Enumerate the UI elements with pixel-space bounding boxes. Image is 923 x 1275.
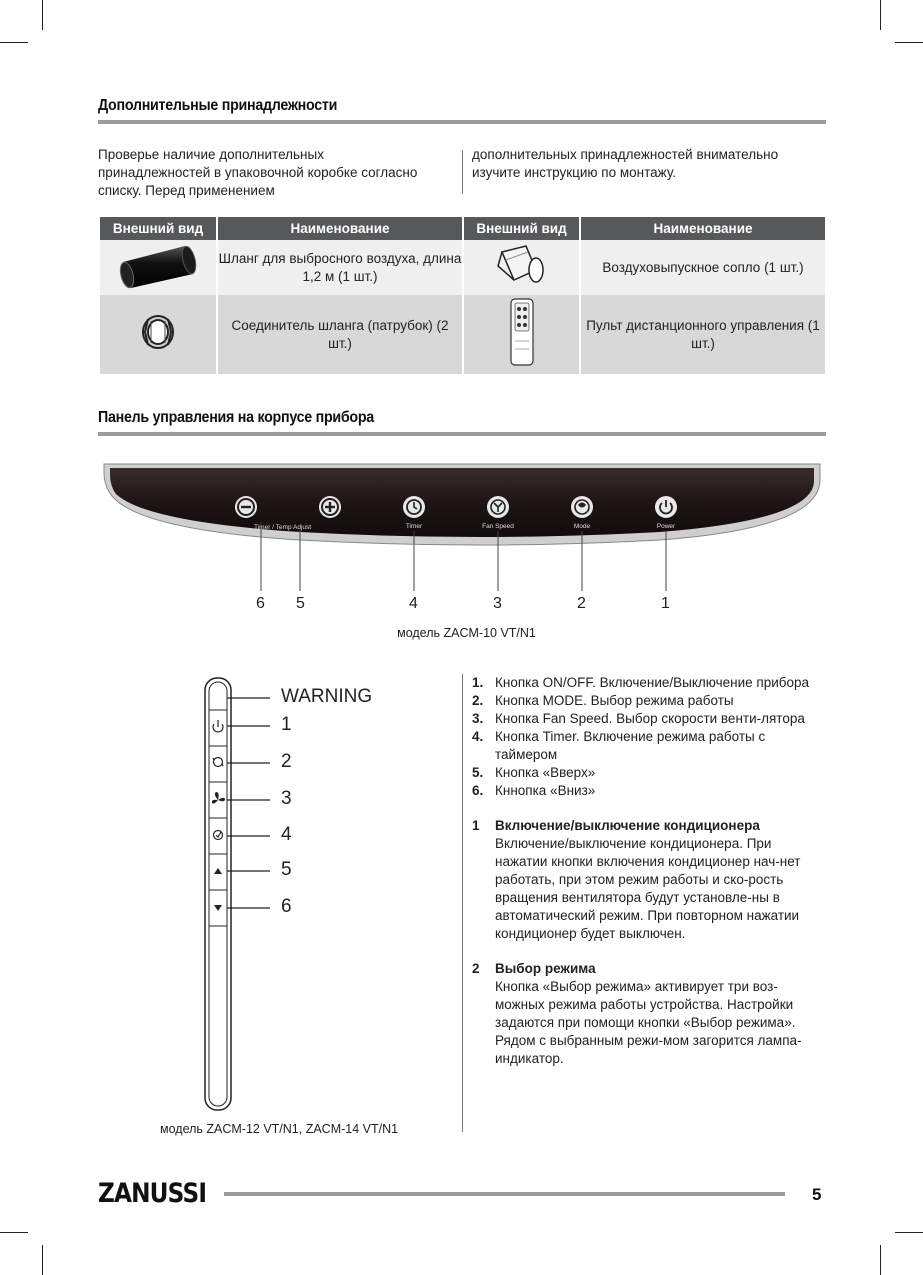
callout-number: 3 [493,595,502,612]
crop-mark [895,42,923,43]
table-cell: Воздуховыпускное сопло (1 шт.) [580,240,825,295]
table-header: Внешний вид [463,217,580,240]
crop-mark [0,42,28,43]
callout-number: 5 [296,595,305,612]
table-header: Наименование [580,217,825,240]
strip-label-warning: WARNING [281,686,373,707]
section-body: Включение/выключение кондиционера. При нажатии кнопки включения кондиционер нач-нет работать, при этом режим работы и ско-рость вращения вентилятора будут установле-ны в автоматический режим. При повторном нажатии кондиционер будет выключен. [495,836,801,941]
strip-label: 6 [281,896,292,917]
accessories-title: Дополнительные принадлежности [98,97,338,114]
callout-number: 2 [577,595,586,612]
strip-label: 5 [281,859,292,880]
column-divider [462,674,463,1132]
strip-caption: модель ZACM-12 VT/N1, ZACM-14 VT/N1 [160,1122,399,1136]
section-mode: 2 Выбор режима Кнопка «Выбор режима» активирует три воз-можных режима работы устройства. Настройки задаются при помощи кнопки «Выбор режима». Рядом с выбранным режи-мом загорится лампа-индикатор. [472,960,827,1068]
section-rule [98,120,826,124]
strip-panel-illustration [200,674,280,1114]
control-panel-title: Панель управления на корпусе прибора [98,409,374,426]
panel-label-mode: Mode [573,523,591,530]
table-header: Внешний вид [100,217,217,240]
strip-label: 1 [281,714,292,735]
remote-image-cell [463,295,580,374]
panel-label-power: Power [656,523,676,530]
list-item: 2. Кнопка MODE. Выбор режима работы [472,693,734,708]
nozzle-image-cell [463,240,580,295]
column-divider [462,150,463,194]
section-body: Кнопка «Выбор режима» активирует три воз-можных режима работы устройства. Настройки задаются при помощи кнопки «Выбор режима». Рядом с выбранным режи-мом загорится лампа-индикатор. [495,979,802,1066]
hose-connector-icon [133,307,183,357]
minus-button[interactable] [235,496,257,518]
section-heading: Выбор режима [495,961,596,976]
accessories-table [100,217,825,374]
plus-button[interactable] [319,496,341,518]
panel-label-fan-speed: Fan Speed [482,523,514,530]
table-cell: Шланг для выбросного воздуха, длина 1,2 м (1 шт.) [217,240,463,295]
hose-image-cell [100,240,217,295]
list-item: 1. Кнопка ON/OFF. Включение/Выключение прибора [472,675,810,690]
crop-mark [42,1245,43,1275]
page-number: 5 [812,1185,822,1204]
fan-speed-button[interactable] [487,496,509,518]
callout-number: 6 [256,595,265,612]
remote-control-icon [507,297,537,367]
list-item: 4. Кнопка Timer. Включение режима работы с таймером [472,729,766,762]
brand-logo: ZANUSSI [98,1178,207,1209]
strip-label: 2 [281,751,292,772]
connector-image-cell [100,295,217,374]
callout-number: 1 [661,595,670,612]
crop-mark [880,0,881,30]
intro-right: дополнительных принадлежностей внимательно изучите инструкцию по монтажу. [472,147,779,180]
crop-mark [880,1245,881,1275]
list-item: 5. Кнопка «Вверх» [472,765,596,780]
control-panel-illustration [100,458,825,618]
power-button[interactable] [655,496,677,518]
list-item: 6. Кннопка «Вниз» [472,783,596,798]
section-power: 1 Включение/выключение кондиционера Включение/выключение кондиционера. При нажатии кнопки включения кондиционер нач-нет работать, при этом режим работы и ско-рость вращения вентилятора будут установле-ны в автоматический режим. При повторном нажатии кондиционер будет выключен. [472,817,827,943]
strip-label: 3 [281,788,292,809]
exhaust-hose-icon [113,240,203,290]
panel-caption: модель ZACM-10 VT/N1 [397,626,536,640]
timer-button[interactable] [403,496,425,518]
buttons-description [472,674,827,1068]
footer-rule [224,1192,785,1196]
air-nozzle-icon [492,240,552,290]
mode-button[interactable] [571,496,593,518]
list-item: 3. Кнопка Fan Speed. Выбор скорости венти-лятора [472,711,805,726]
section-heading: Включение/выключение кондиционера [495,818,760,833]
callout-number: 4 [409,595,418,612]
intro-left: Проверье наличие дополнительных принадлежностей в упаковочной коробке согласно списку. Перед применением [98,147,418,198]
table-cell: Пульт дистанционного управления (1 шт.) [580,295,825,374]
table-cell: Соединитель шланга (патрубок) (2 шт.) [217,295,463,374]
table-header: Наименование [217,217,463,240]
strip-label: 4 [281,824,292,845]
crop-mark [895,1232,923,1233]
section-rule [98,432,826,436]
crop-mark [0,1232,28,1233]
panel-label-timer-temp: Timer / Temp Adjust [254,524,312,531]
crop-mark [42,0,43,30]
panel-label-timer: Timer [405,523,423,530]
